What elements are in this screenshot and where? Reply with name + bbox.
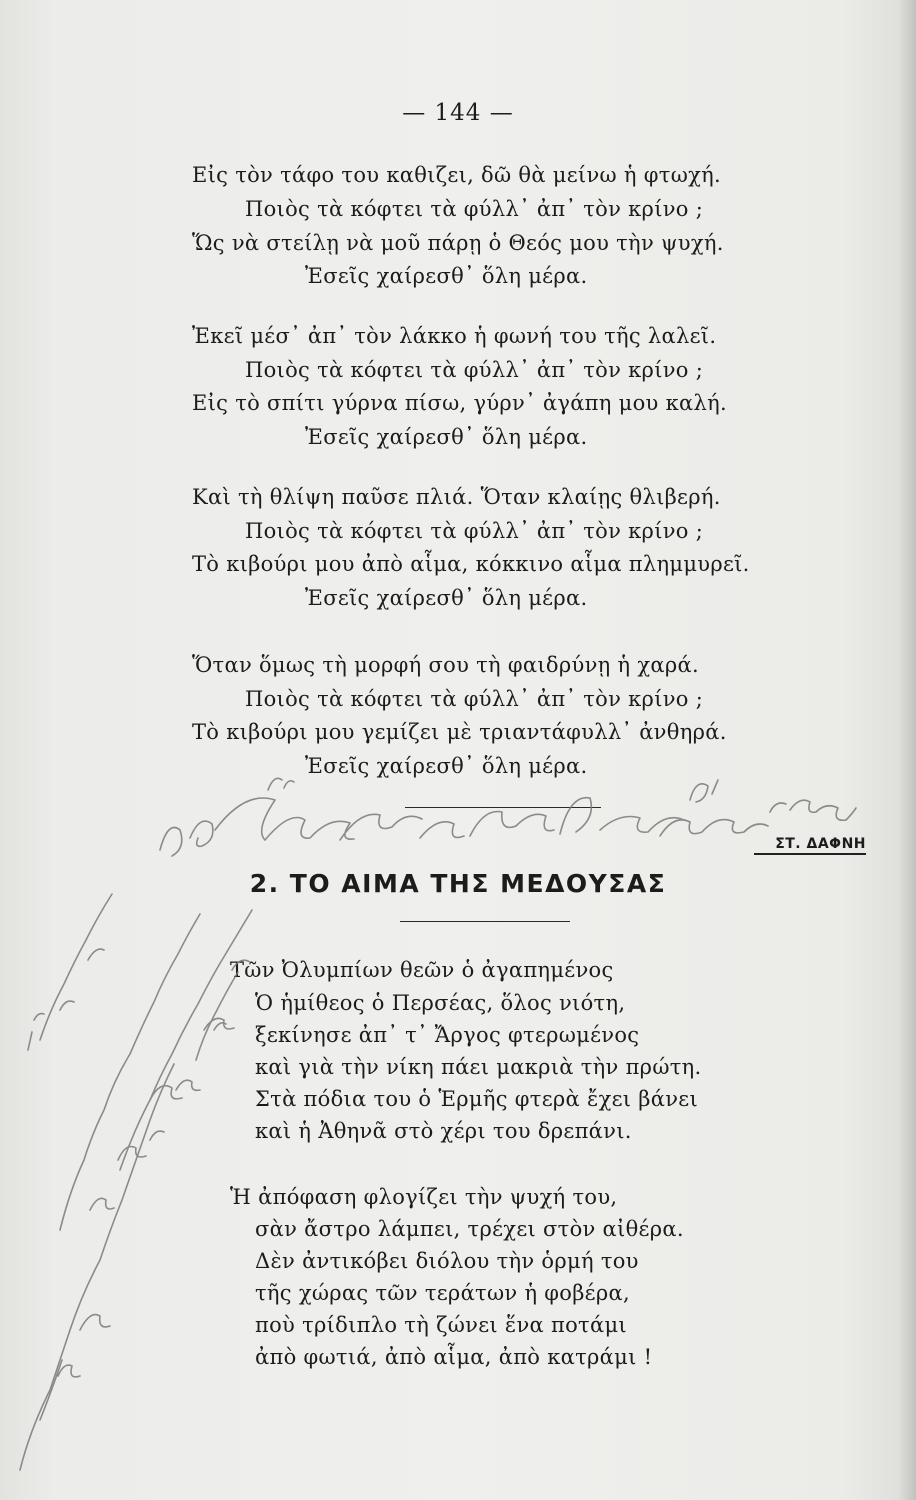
verse-line: Ὥς νὰ στείλῃ νὰ μοῦ πάρῃ ὁ Θεός μου τὴν ψυχή.	[192, 231, 724, 255]
page-number: — 144 —	[402, 100, 514, 126]
refrain-line: Ποιὸς τὰ κόφτει τὰ φύλλ᾽ ἀπ᾽ τὸν κρίνο ;	[245, 358, 704, 382]
verse-line: Εἰς τὸν τάφο του καθιζει, δῶ θὰ μείνω ἡ φτωχή.	[192, 163, 722, 187]
refrain-line: Ἐσεῖς χαίρεσθ᾽ ὅλη μέρα.	[305, 264, 588, 288]
verse-line: ἀπὸ φωτιά, ἀπὸ αἷμα, ἀπὸ κατράμι !	[255, 1345, 653, 1369]
end-rule	[405, 807, 601, 808]
verse-line: ξεκίνησε ἀπ᾽ τ᾽ Ἄργος φτερωμένος	[255, 1023, 640, 1047]
page-spine-shadow	[898, 0, 916, 1500]
title-rule	[400, 921, 570, 922]
verse-line: Καὶ τὴ θλίψη παῦσε πλιά. Ὅταν κλαίῃς θλιβερή.	[192, 485, 721, 509]
verse-line: Ὁ ἡμίθεος ὁ Περσέας, ὅλος νιότη,	[255, 991, 626, 1015]
refrain-line: Ἐσεῖς χαίρεσθ᾽ ὅλη μέρα.	[305, 754, 588, 778]
verse-line: Ἐκεῖ μέσ᾽ ἀπ᾽ τὸν λάκκο ἡ φωνή του τῆς λαλεῖ.	[192, 324, 717, 348]
verse-line: ποὺ τρίδιπλο τὴ ζώνει ἕνα ποτάμι	[255, 1313, 627, 1337]
verse-line: σὰν ἄστρο λάμπει, τρέχει στὸν αἰθέρα.	[255, 1217, 684, 1241]
author-signature: ΣΤ. ΔΑΦΝΗ	[754, 836, 866, 855]
verse-line: Τὸ κιβούρι μου γεμίζει μὲ τριαντάφυλλ᾽ ἀνθηρά.	[192, 720, 727, 744]
verse-line: καὶ ἡ Ἀθηνᾶ στὸ χέρι του δρεπάνι.	[255, 1119, 632, 1143]
refrain-line: Ποιὸς τὰ κόφτει τὰ φύλλ᾽ ἀπ᾽ τὸν κρίνο ;	[245, 519, 704, 543]
verse-line: Τῶν Ὀλυμπίων θεῶν ὁ ἀγαπημένος	[230, 958, 614, 982]
refrain-line: Ἐσεῖς χαίρεσθ᾽ ὅλη μέρα.	[305, 425, 588, 449]
verse-line: Τὸ κιβούρι μου ἀπὸ αἷμα, κόκκινο αἷμα πλημμυρεῖ.	[192, 552, 750, 576]
refrain-line: Ἐσεῖς χαίρεσθ᾽ ὅλη μέρα.	[305, 586, 588, 610]
refrain-line: Ποιὸς τὰ κόφτει τὰ φύλλ᾽ ἀπ᾽ τὸν κρίνο ;	[245, 197, 704, 221]
section-title: 2. ΤΟ ΑΙΜΑ ΤΗΣ ΜΕΔΟΥΣΑΣ	[249, 869, 667, 898]
verse-line: Εἰς τὸ σπίτι γύρνα πίσω, γύρν᾽ ἀγάπη μου καλή.	[192, 391, 727, 415]
verse-line: καὶ γιὰ τὴν νίκη πάει μακριὰ τὴν πρώτη.	[255, 1055, 702, 1079]
verse-line: τῆς χώρας τῶν τεράτων ἡ φοβέρα,	[255, 1281, 630, 1305]
verse-line: Ὅταν ὅμως τὴ μορφή σου τὴ φαιδρύνῃ ἡ χαρά.	[192, 653, 699, 677]
verse-line: Στὰ πόδια του ὁ Ἑρμῆς φτερὰ ἔχει βάνει	[255, 1087, 698, 1111]
refrain-line: Ποιὸς τὰ κόφτει τὰ φύλλ᾽ ἀπ᾽ τὸν κρίνο ;	[245, 687, 704, 711]
verse-line: Δὲν ἀντικόβει διόλου τὴν ὁρμή του	[255, 1249, 639, 1273]
verse-line: Ἡ ἀπόφαση φλογίζει τὴν ψυχή του,	[230, 1185, 618, 1209]
